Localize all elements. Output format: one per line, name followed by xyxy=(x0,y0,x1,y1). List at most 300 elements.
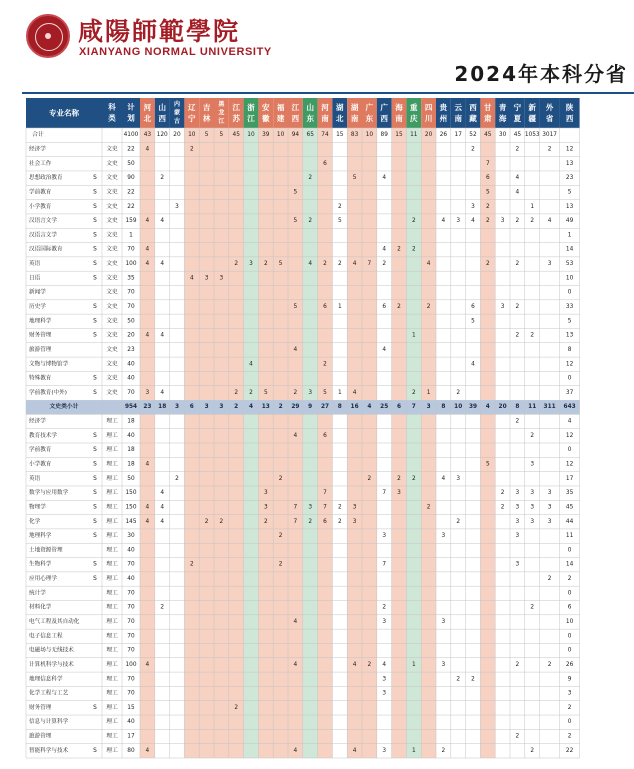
major-name: 电气工程及其自动化 xyxy=(29,618,80,625)
page-header xyxy=(0,0,634,95)
header-province-char: 湖 xyxy=(336,103,344,112)
subtotal-row-value: 7 xyxy=(411,404,416,411)
header-province-char: 北 xyxy=(143,114,152,123)
province-quota-cell: 12 xyxy=(565,432,574,439)
plan-cell: 35 xyxy=(127,275,135,282)
major-name: 特殊教育 xyxy=(29,375,52,382)
province-quota-cell: 3 xyxy=(547,261,552,268)
subtotal-row-value: 6 xyxy=(189,404,194,411)
category-cell: 文史 xyxy=(106,218,118,225)
header-province-char: 宁 xyxy=(188,114,196,123)
normal-major-mark: S xyxy=(93,475,97,482)
province-quota-cell: 4 xyxy=(352,747,357,754)
province-quota-cell: 3 xyxy=(456,475,461,482)
total-row-value: 10 xyxy=(188,132,196,139)
province-quota-cell: 2 xyxy=(160,604,165,611)
province-quota-cell: 3 xyxy=(382,676,387,683)
plan-cell: 150 xyxy=(125,490,137,497)
category-cell: 理工 xyxy=(106,547,118,554)
header-province-char: 江 xyxy=(232,103,240,112)
province-quota-cell: 2 xyxy=(530,432,535,439)
normal-major-mark: S xyxy=(93,189,97,196)
subtotal-row-value: 2 xyxy=(234,404,239,411)
category-cell: 理工 xyxy=(106,576,118,583)
plan-cell: 70 xyxy=(127,647,135,654)
province-quota-cell: 3 xyxy=(515,490,520,497)
province-quota-cell: 2 xyxy=(567,704,572,711)
normal-major-mark: S xyxy=(93,203,97,210)
header-province-char: 西 xyxy=(469,103,477,112)
province-quota-cell: 2 xyxy=(426,504,431,511)
province-quota-cell: 3 xyxy=(441,533,446,540)
province-quota-cell: 6 xyxy=(323,160,327,167)
total-row-value: 26 xyxy=(439,132,448,139)
province-quota-cell: 3 xyxy=(145,389,150,396)
province-quota-cell: 3 xyxy=(530,518,535,525)
plan-cell: 70 xyxy=(127,604,135,611)
header-province-char: 广 xyxy=(365,103,374,112)
header-province-char: 林 xyxy=(202,114,211,123)
province-quota-cell: 2 xyxy=(308,175,313,182)
province-quota-cell: 3 xyxy=(547,504,552,511)
normal-major-mark: S xyxy=(93,175,97,182)
header-province-char: 南 xyxy=(350,114,359,123)
normal-major-mark: S xyxy=(93,318,97,325)
header-province-char: 江 xyxy=(247,114,255,123)
category-cell: 理工 xyxy=(106,461,118,468)
normal-major-mark: S xyxy=(93,704,97,711)
header-province-char: 辽 xyxy=(188,103,196,112)
header-province-char: 川 xyxy=(424,114,433,123)
major-name: 经济学 xyxy=(29,418,46,425)
province-quota-cell: 0 xyxy=(567,719,572,726)
normal-major-mark: S xyxy=(93,518,97,525)
category-cell: 理工 xyxy=(106,475,118,482)
province-quota-cell: 4 xyxy=(160,261,165,268)
plan-cell: 15 xyxy=(127,704,135,711)
major-name: 生物科学 xyxy=(29,561,52,568)
university-name-en: XIANYANG NORMAL UNIVERSITY xyxy=(79,46,272,58)
plan-cell: 70 xyxy=(127,676,135,683)
major-name: 材料化学 xyxy=(29,604,52,611)
header-province-char: 东 xyxy=(365,114,374,123)
subtotal-row-value: 13 xyxy=(261,404,270,411)
major-name: 化学 xyxy=(29,518,41,525)
major-name: 数学与应用数学 xyxy=(29,490,69,497)
category-cell: 文史 xyxy=(106,160,118,167)
province-quota-cell: 53 xyxy=(565,261,574,268)
province-quota-cell: 5 xyxy=(567,318,572,325)
province-quota-cell: 13 xyxy=(565,203,574,210)
category-cell: 文史 xyxy=(106,361,118,368)
province-quota-cell: 0 xyxy=(567,590,572,597)
province-quota-cell: 33 xyxy=(565,303,574,310)
normal-major-mark: S xyxy=(93,447,97,454)
total-row-value: 83 xyxy=(350,132,359,139)
province-quota-cell: 4 xyxy=(293,346,298,353)
major-name: 旅游管理 xyxy=(29,346,52,353)
province-quota-cell: 0 xyxy=(567,375,572,382)
province-quota-cell: 37 xyxy=(565,389,574,396)
province-quota-cell: 3 xyxy=(567,690,572,697)
province-quota-cell: 4 xyxy=(352,261,357,268)
province-quota-cell: 1 xyxy=(426,389,431,396)
category-cell: 文史 xyxy=(106,261,118,268)
province-quota-cell: 2 xyxy=(219,518,224,525)
province-quota-cell: 2 xyxy=(515,303,520,310)
plan-cell: 23 xyxy=(127,346,135,353)
province-quota-cell: 2 xyxy=(547,146,552,153)
province-quota-cell: 3 xyxy=(530,504,535,511)
subtotal-row-value: 8 xyxy=(515,404,520,411)
header-plan-char: 计 xyxy=(127,102,135,112)
header-province-char: 内 xyxy=(173,101,181,108)
province-quota-cell: 1 xyxy=(337,389,342,396)
province-quota-cell: 2 xyxy=(441,747,446,754)
category-cell: 理工 xyxy=(106,590,118,597)
normal-major-mark: S xyxy=(93,561,97,568)
province-quota-cell: 3 xyxy=(456,218,461,225)
plan-cell: 70 xyxy=(127,618,135,625)
province-quota-cell: 5 xyxy=(567,189,572,196)
total-row-value: 10 xyxy=(247,132,255,139)
category-cell: 理工 xyxy=(106,676,118,683)
enrollment-table-svg xyxy=(0,95,634,765)
province-quota-cell: 4 xyxy=(382,246,387,253)
province-quota-cell: 9 xyxy=(567,676,572,683)
category-cell: 文史 xyxy=(106,175,118,182)
province-quota-cell: 2 xyxy=(337,261,342,268)
header-province-char: 四 xyxy=(424,103,433,112)
major-name: 地理信息科学 xyxy=(29,676,63,683)
enrollment-plan-table xyxy=(0,95,634,765)
province-quota-cell: 3 xyxy=(204,275,209,282)
province-quota-cell: 3 xyxy=(382,533,387,540)
total-row-value: 17 xyxy=(454,132,462,139)
province-quota-cell: 2 xyxy=(278,533,283,540)
province-quota-cell: 2 xyxy=(456,518,461,525)
university-seal-icon xyxy=(26,14,70,58)
province-quota-cell: 2 xyxy=(500,490,505,497)
category-cell: 理工 xyxy=(106,704,118,711)
province-quota-cell: 6 xyxy=(471,303,475,310)
province-quota-cell: 4 xyxy=(189,275,194,282)
plan-cell: 50 xyxy=(127,160,135,167)
plan-cell: 30 xyxy=(127,533,135,540)
province-quota-cell: 10 xyxy=(565,618,574,625)
plan-cell: 50 xyxy=(127,475,135,482)
subtotal-row-value: 27 xyxy=(320,404,330,411)
province-quota-cell: 2 xyxy=(263,518,268,525)
category-cell: 理工 xyxy=(106,533,118,540)
header-province-char: 藏 xyxy=(469,114,477,123)
province-quota-cell: 23 xyxy=(565,175,574,182)
province-quota-cell: 2 xyxy=(382,261,387,268)
plan-cell: 70 xyxy=(127,303,135,310)
major-name: 小学教育 xyxy=(29,203,52,210)
province-quota-cell: 6 xyxy=(567,604,572,611)
subtotal-row-value: 3 xyxy=(219,404,224,411)
header-province-char: 苏 xyxy=(232,114,240,123)
header-province-char: 吉 xyxy=(202,103,211,112)
major-name: 财务管理 xyxy=(29,704,52,711)
page-title: 2024年本科分省 xyxy=(454,62,628,86)
province-quota-cell: 5 xyxy=(293,303,298,310)
plan-cell: 145 xyxy=(125,518,137,525)
province-quota-cell: 4 xyxy=(145,246,150,253)
province-quota-cell: 2 xyxy=(426,303,431,310)
province-quota-cell: 2 xyxy=(547,576,552,583)
major-name: 电磁场与无线技术 xyxy=(29,647,74,654)
total-row-value: 65 xyxy=(306,132,314,139)
total-row-value: 15 xyxy=(395,132,403,139)
normal-major-mark: S xyxy=(93,747,97,754)
category-cell: 理工 xyxy=(106,633,118,640)
subtotal-row-plan: 954 xyxy=(124,404,138,411)
header-province-char: 北 xyxy=(336,114,344,123)
plan-cell: 17 xyxy=(127,733,135,740)
header-province-char: 古 xyxy=(173,118,181,125)
province-quota-cell: 3 xyxy=(263,490,268,497)
province-quota-cell: 2 xyxy=(567,576,572,583)
category-cell: 理工 xyxy=(106,518,118,525)
province-quota-cell: 4 xyxy=(382,661,387,668)
province-quota-cell: 3 xyxy=(500,218,505,225)
province-quota-cell: 5 xyxy=(293,189,298,196)
province-quota-cell: 4 xyxy=(441,475,446,482)
province-quota-cell: 2 xyxy=(515,218,520,225)
province-quota-cell: 7 xyxy=(323,504,327,511)
category-cell: 文史 xyxy=(106,389,118,396)
category-cell: 文史 xyxy=(106,246,118,253)
subtotal-row-value: 29 xyxy=(291,404,300,411)
province-quota-cell: 2 xyxy=(204,518,209,525)
province-quota-cell: 3 xyxy=(547,490,552,497)
province-quota-cell: 2 xyxy=(515,661,520,668)
total-row-value: 120 xyxy=(156,132,168,139)
major-name: 智能科学与技术 xyxy=(29,747,69,754)
subtotal-row-value: 10 xyxy=(454,404,463,411)
major-name: 英语 xyxy=(29,261,41,268)
major-name: 信息与计算科学 xyxy=(29,719,69,726)
province-quota-cell: 4 xyxy=(145,461,150,468)
major-name: 电子信息工程 xyxy=(29,633,63,640)
major-name: 旅游管理 xyxy=(29,733,52,740)
province-quota-cell: 4 xyxy=(145,261,150,268)
province-quota-cell: 2 xyxy=(411,389,416,396)
total-row-label: 合计 xyxy=(32,132,44,139)
major-name: 学前教育 xyxy=(29,447,52,454)
province-quota-cell: 2 xyxy=(367,661,372,668)
total-row-value: 10 xyxy=(365,132,374,139)
province-quota-cell: 3 xyxy=(382,618,387,625)
province-quota-cell: 7 xyxy=(382,490,387,497)
major-name: 文物与博物馆学 xyxy=(29,361,69,368)
province-quota-cell: 0 xyxy=(567,647,572,654)
header-province-char: 山 xyxy=(306,103,314,112)
province-quota-cell: 2 xyxy=(547,661,552,668)
header-province-char: 肃 xyxy=(484,114,492,123)
total-row-value: 45 xyxy=(484,132,492,139)
province-quota-cell: 14 xyxy=(565,561,574,568)
province-quota-cell: 4 xyxy=(145,218,150,225)
plan-cell: 90 xyxy=(127,175,135,182)
header-province-char: 西 xyxy=(565,114,574,123)
major-name: 化学工程与工艺 xyxy=(29,690,69,697)
province-quota-cell: 2 xyxy=(189,146,194,153)
total-row-value: 20 xyxy=(424,132,433,139)
header-province-char: 西 xyxy=(291,114,300,123)
province-quota-cell: 4 xyxy=(293,661,298,668)
category-cell: 文史 xyxy=(106,375,118,382)
major-name: 社会工作 xyxy=(29,160,52,167)
category-cell: 文史 xyxy=(106,303,118,310)
province-quota-cell: 44 xyxy=(565,518,574,525)
category-cell: 理工 xyxy=(106,432,118,439)
major-name: 新闻学 xyxy=(29,289,46,296)
header-province-char: 龙 xyxy=(218,109,225,117)
province-quota-cell: 0 xyxy=(567,633,572,640)
plan-cell: 20 xyxy=(127,332,135,339)
province-quota-cell: 3 xyxy=(515,533,520,540)
province-quota-cell: 2 xyxy=(515,146,520,153)
province-quota-cell: 3 xyxy=(515,504,520,511)
province-quota-cell: 2 xyxy=(500,504,505,511)
province-quota-cell: 2 xyxy=(337,518,342,525)
province-quota-cell: 2 xyxy=(456,389,461,396)
province-quota-cell: 5 xyxy=(263,389,268,396)
plan-cell: 1 xyxy=(129,232,133,239)
plan-cell: 22 xyxy=(127,189,135,196)
header-province-char: 南 xyxy=(321,114,329,123)
category-cell: 理工 xyxy=(106,690,118,697)
major-name: 财务管理 xyxy=(29,332,52,339)
province-quota-cell: 5 xyxy=(323,389,327,396)
province-quota-cell: 6 xyxy=(382,303,387,310)
province-quota-cell: 4 xyxy=(426,261,431,268)
province-quota-cell: 4 xyxy=(352,661,357,668)
province-quota-cell: 4 xyxy=(352,389,357,396)
province-quota-cell: 17 xyxy=(565,475,574,482)
province-quota-cell: 5 xyxy=(337,218,342,225)
province-quota-cell: 2 xyxy=(382,604,387,611)
category-cell: 理工 xyxy=(106,647,118,654)
major-name: 计算机科学与技术 xyxy=(29,661,74,668)
header-province-char: 江 xyxy=(291,103,300,112)
subtotal-row-value: 3 xyxy=(426,404,431,411)
plan-cell: 40 xyxy=(127,547,135,554)
province-quota-cell: 2 xyxy=(411,218,416,225)
province-quota-cell: 2 xyxy=(515,332,520,339)
province-quota-cell: 4 xyxy=(547,218,552,225)
plan-cell: 18 xyxy=(127,461,135,468)
plan-cell: 22 xyxy=(127,203,135,210)
header-province-char: 河 xyxy=(321,103,329,112)
province-quota-cell: 4 xyxy=(308,261,313,268)
province-quota-cell: 3 xyxy=(219,275,224,282)
header-province-char: 黑 xyxy=(218,101,225,108)
normal-major-mark: S xyxy=(93,218,97,225)
header-plan-char: 划 xyxy=(127,113,135,123)
subtotal-row-value: 2 xyxy=(278,404,283,411)
province-quota-cell: 2 xyxy=(278,475,283,482)
province-quota-cell: 2 xyxy=(323,361,327,368)
province-quota-cell: 4 xyxy=(441,218,446,225)
header-province-char: 陕 xyxy=(565,103,574,112)
major-name: 统计学 xyxy=(29,590,46,597)
total-row-value: 52 xyxy=(469,132,477,139)
subtotal-row-value: 3 xyxy=(174,404,180,411)
total-row-value: 45 xyxy=(513,132,522,139)
province-quota-cell: 0 xyxy=(567,447,572,454)
seal-center xyxy=(45,33,51,39)
province-quota-cell: 4 xyxy=(293,618,298,625)
province-quota-cell: 2 xyxy=(337,203,342,210)
total-row-value: 3017 xyxy=(542,132,557,139)
plan-cell: 40 xyxy=(127,375,135,382)
major-name: 日语 xyxy=(29,275,41,282)
province-quota-cell: 49 xyxy=(565,218,574,225)
normal-major-mark: S xyxy=(93,246,97,253)
province-quota-cell: 2 xyxy=(263,261,268,268)
subtotal-row-value: 643 xyxy=(563,404,576,411)
total-row-value: 1053 xyxy=(524,132,540,139)
header-province-char: 省 xyxy=(545,114,554,123)
province-quota-cell: 0 xyxy=(567,547,572,554)
total-row-value: 45 xyxy=(232,132,240,139)
province-quota-cell: 2 xyxy=(456,676,461,683)
header-province-char: 建 xyxy=(276,114,285,123)
province-quota-cell: 3 xyxy=(515,518,520,525)
header-province-char: 州 xyxy=(439,114,448,123)
province-quota-cell: 4 xyxy=(145,332,150,339)
province-quota-cell: 2 xyxy=(175,475,179,482)
category-cell: 理工 xyxy=(106,418,118,425)
category-cell: 文史 xyxy=(106,146,118,153)
province-quota-cell: 7 xyxy=(293,504,298,511)
province-quota-cell: 4 xyxy=(160,332,165,339)
normal-major-mark: S xyxy=(93,375,97,382)
header-province-char: 山 xyxy=(158,103,166,112)
province-quota-cell: 2 xyxy=(323,261,327,268)
province-quota-cell: 4 xyxy=(382,175,387,182)
plan-cell: 40 xyxy=(127,432,135,439)
province-quota-cell: 2 xyxy=(249,389,253,396)
province-quota-cell: 3 xyxy=(382,747,387,754)
category-cell: 文史 xyxy=(106,289,118,296)
province-quota-cell: 3 xyxy=(397,490,401,497)
province-quota-cell: 13 xyxy=(565,160,574,167)
category-cell: 理工 xyxy=(106,661,118,668)
province-quota-cell: 0 xyxy=(567,289,572,296)
major-name: 学前教育 xyxy=(29,189,52,196)
plan-cell: 70 xyxy=(127,561,135,568)
header-province-char: 西 xyxy=(380,114,388,123)
province-quota-cell: 4 xyxy=(145,504,150,511)
province-quota-cell: 5 xyxy=(278,261,283,268)
province-quota-cell: 2 xyxy=(397,303,401,310)
plan-cell: 80 xyxy=(127,747,135,754)
header-province-char: 南 xyxy=(395,114,403,123)
subtotal-row-value: 18 xyxy=(158,404,167,411)
major-name: 汉语言文学 xyxy=(29,232,57,239)
province-quota-cell: 2 xyxy=(515,261,520,268)
total-row-value: 15 xyxy=(336,132,344,139)
province-quota-cell: 7 xyxy=(323,490,327,497)
province-quota-cell: 2 xyxy=(530,218,535,225)
normal-major-mark: S xyxy=(93,490,97,497)
plan-cell: 100 xyxy=(125,261,137,268)
